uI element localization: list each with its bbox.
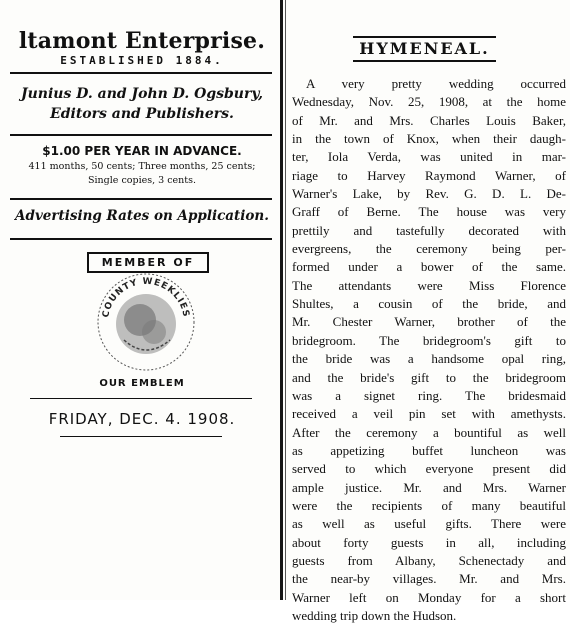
newspaper-title: ltamont Enterprise. <box>18 28 266 54</box>
subscription-details <box>4 160 280 188</box>
article-line: served to which everyone present did <box>292 461 566 477</box>
article-column <box>292 0 566 623</box>
article-line: formed under a bower of the same. <box>292 259 566 275</box>
editors-block <box>8 84 276 124</box>
article-line: were the recipients of many beautiful <box>292 497 566 513</box>
issue-date: FRIDAY, DEC. 4. 1908. <box>48 410 236 428</box>
divider <box>10 72 272 74</box>
article-line: A very pretty wedding occurred <box>306 76 566 91</box>
article-line: of Mr. and Mrs. Charles Louis Baker, <box>292 112 566 128</box>
article-line: wedding trip down the Hudson. <box>292 607 457 623</box>
article-line: received a veil pin set with amethysts. <box>292 406 566 422</box>
article-line: as appetizing buffet luncheon was <box>292 442 566 458</box>
column-rule <box>285 0 286 600</box>
advertising-rates: Advertising Rates on Application. <box>15 208 269 224</box>
subscription-price: $1.00 PER YEAR IN ADVANCE. <box>42 144 242 158</box>
article-line: Warner's Lake, by Rev. G. D. L. De- <box>292 186 566 202</box>
divider <box>10 198 272 200</box>
article-line: Warner left on Monday for a short <box>292 589 566 605</box>
divider <box>30 398 252 399</box>
column-rule <box>280 0 283 600</box>
article-headline: HYMENEAL. <box>353 36 496 62</box>
editors-names: Junius D. and John D. Ogsbury, <box>21 86 263 102</box>
article-line: and the bride's gift to the bridegroom <box>292 369 566 385</box>
county-weeklies-seal-icon <box>94 270 198 374</box>
article-line: in the town of Knox, when their daugh- <box>292 131 566 147</box>
member-of-label: MEMBER OF <box>87 252 209 273</box>
article-line: evergreens, the ceremony being per- <box>292 241 566 257</box>
seal-text: COUNTY WEEKLIES <box>101 276 191 319</box>
article-line: the near-by villages. Mr. and Mrs. <box>292 571 566 587</box>
article-line: prettily and tastefully decorated with <box>292 222 566 238</box>
article-line: as well as useful gifts. There were <box>292 516 566 532</box>
article-line: guests from Albany, Schenectady and <box>292 552 566 568</box>
article-body <box>292 75 566 625</box>
subscription-detail-line: Single copies, 3 cents. <box>88 175 196 186</box>
article-line: Mr. Chester Warner, brother of the <box>292 314 566 330</box>
editors-title: Editors and Publishers. <box>50 106 234 122</box>
divider <box>10 238 272 240</box>
article-line: the bride was a handsome opal ring, <box>292 351 566 367</box>
article-line: bridegroom. The bridegroom's gift to <box>292 332 566 348</box>
masthead-column <box>0 0 275 600</box>
article-line: was a signet ring. The bridesmaid <box>292 387 566 403</box>
subscription-detail-line: 411 months, 50 cents; Three months, 25 cents; <box>28 161 256 172</box>
article-line: Shultes, a cousin of the bride, and <box>292 296 566 312</box>
article-line: After the ceremony a bountiful as well <box>292 424 566 440</box>
our-emblem-caption: OUR EMBLEM <box>99 378 185 389</box>
article-line: Graff of Berne. The house was very <box>292 204 566 220</box>
divider <box>60 436 222 437</box>
article-line: ample justice. Mr. and Mrs. Warner <box>292 479 566 495</box>
article-line: ter, Iola Verda, was united in mar- <box>292 149 566 165</box>
divider <box>10 134 272 136</box>
article-line: riage to Harvey Raymond Warner, of <box>292 167 566 183</box>
article-line: Wednesday, Nov. 25, 1908, at the home <box>292 94 566 110</box>
article-line: about forty guests in all, including <box>292 534 566 550</box>
established-line: ESTABLISHED 1884. <box>60 54 224 67</box>
article-line: The attendants were Miss Florence <box>292 277 566 293</box>
